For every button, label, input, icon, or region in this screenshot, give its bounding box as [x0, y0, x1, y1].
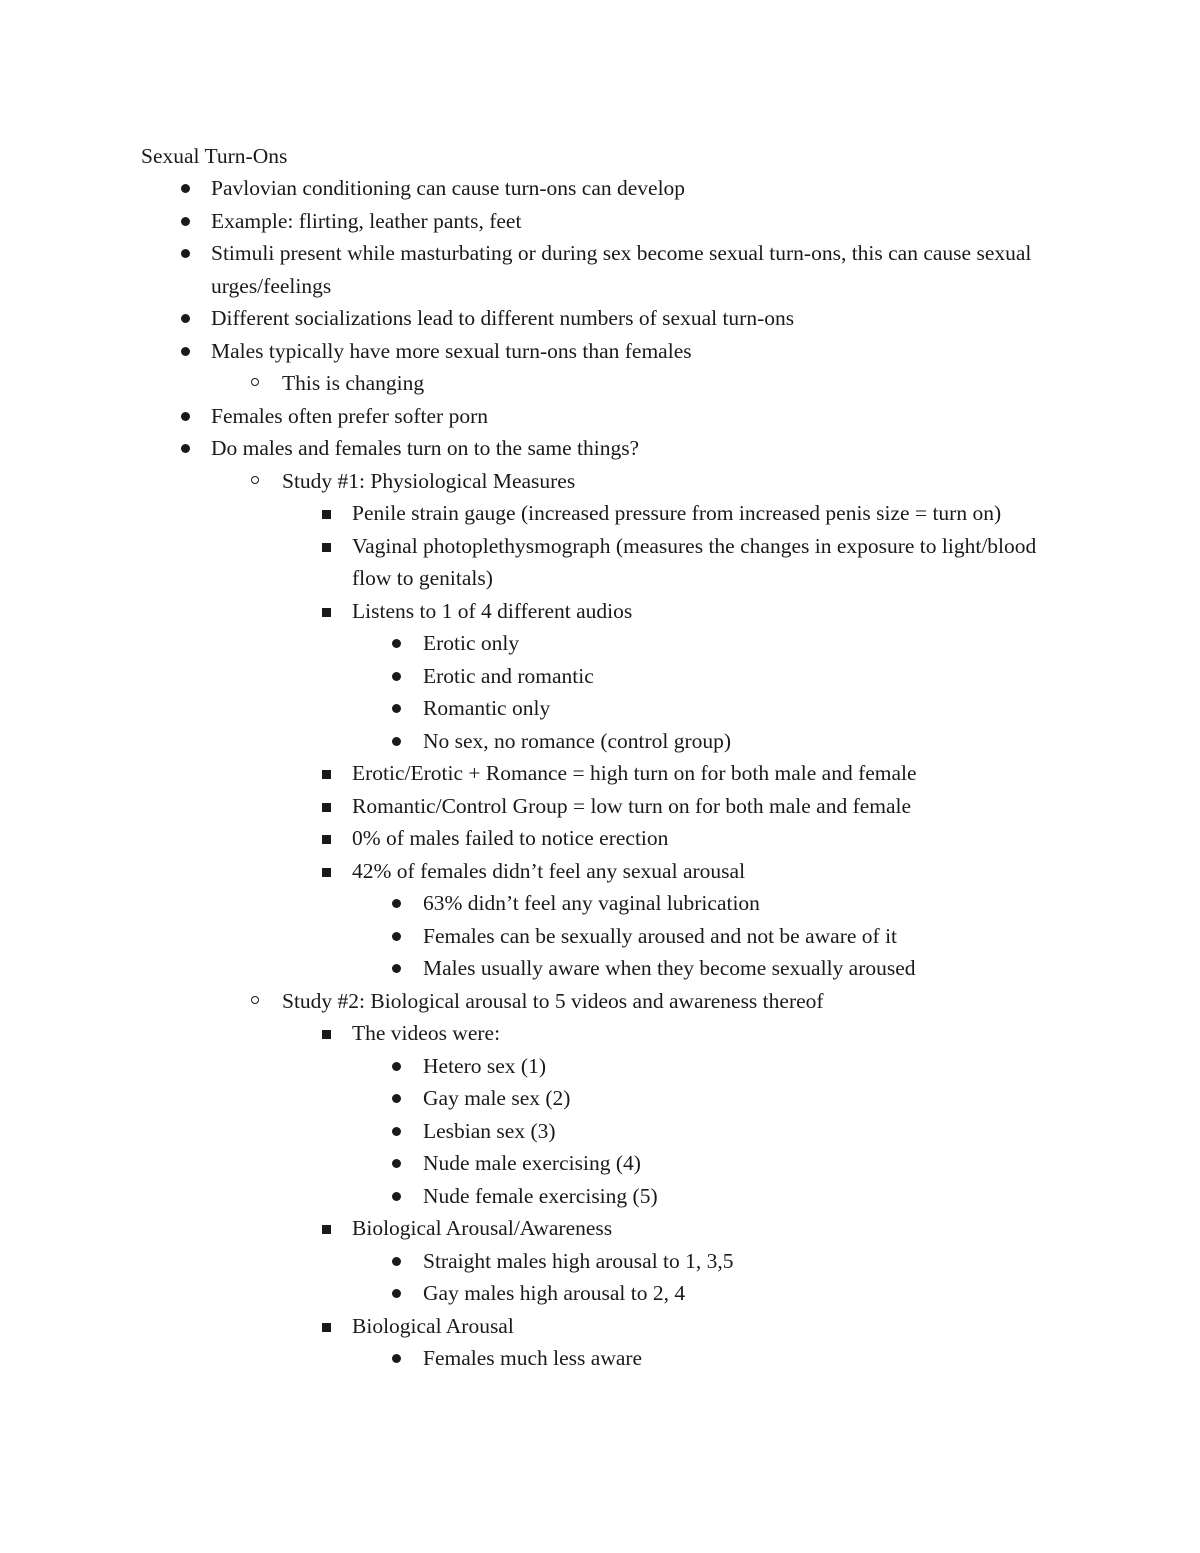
list-item [0, 985, 1062, 1018]
list-item-text: Romantic/Control Group = low turn on for both male and female [352, 793, 912, 818]
bullet-icon [392, 932, 401, 941]
list-item [0, 1147, 1043, 1180]
list-item-text: Erotic only [423, 631, 520, 655]
list-item-text: Study #2: Biological arousal to 5 videos and awareness thereof [282, 988, 824, 1013]
list-item [0, 172, 1061, 205]
bullet-icon [181, 249, 190, 258]
list-item-text: Example: flirting, leather pants, feet [211, 208, 522, 233]
list-item [0, 465, 1062, 498]
bullet-icon [392, 1159, 401, 1168]
bullet-icon [181, 444, 190, 453]
list-item-text: Gay males high arousal to 2, 4 [423, 1281, 686, 1305]
list-item-text: This is changing [282, 371, 425, 395]
list-item-text: Females much less aware [423, 1346, 643, 1370]
list-item [0, 237, 1061, 302]
list-item [0, 660, 1043, 693]
list-item-text: Listens to 1 of 4 different audios [352, 598, 633, 623]
bullet-icon [392, 1354, 401, 1363]
document-title: Sexual Turn-Ons [141, 144, 288, 168]
list-item-text: Nude male exercising (4) [423, 1151, 641, 1175]
list-item [0, 1245, 1043, 1278]
list-item [0, 1277, 1043, 1310]
list-item-text: Males usually aware when they become sexually aroused [423, 956, 916, 980]
list-item [0, 627, 1043, 660]
list-item [0, 497, 1042, 530]
bullet-icon [392, 737, 401, 746]
list-item-text: No sex, no romance (control group) [423, 728, 732, 753]
bullet-icon [392, 1289, 401, 1298]
list-item [0, 920, 1043, 953]
list-item-text: Lesbian sex (3) [423, 1118, 556, 1143]
list-item-text: Erotic/Erotic + Romance = high turn on for both male and female [352, 761, 917, 785]
hollow-bullet-icon [251, 996, 259, 1004]
list-item-text: Study #1: Physiological Measures [282, 468, 576, 493]
square-bullet-icon [322, 1323, 331, 1332]
square-bullet-icon [322, 1030, 331, 1039]
bullet-icon [181, 347, 190, 356]
list-item-text: 63% didn’t feel any vaginal lubrication [423, 891, 760, 915]
list-item [0, 367, 1062, 400]
list-item [0, 205, 1061, 238]
list-item [0, 725, 1043, 758]
list-item [0, 790, 1042, 823]
bullet-icon [392, 1257, 401, 1266]
list-item [0, 1342, 1043, 1375]
list-item-text: Pavlovian conditioning can cause turn-ons can develop [211, 176, 686, 200]
outline-list [0, 172, 1200, 1375]
square-bullet-icon [322, 510, 331, 519]
square-bullet-icon [322, 835, 331, 844]
bullet-icon [392, 899, 401, 908]
list-item [0, 1180, 1043, 1213]
bullet-icon [392, 964, 401, 973]
list-item-text: Hetero sex (1) [423, 1053, 546, 1078]
bullet-icon [392, 672, 401, 681]
list-item-text: Gay male sex (2) [423, 1086, 571, 1110]
list-item-text: Straight males high arousal to 1, 3,5 [423, 1248, 734, 1273]
list-item-text: Nude female exercising (5) [423, 1183, 658, 1208]
list-item [0, 595, 1042, 628]
list-item [0, 1310, 1042, 1343]
square-bullet-icon [322, 608, 331, 617]
list-item [0, 335, 1061, 368]
list-item [0, 692, 1043, 725]
list-item-text: Erotic and romantic [423, 663, 594, 688]
list-item-text: 0% of males failed to notice erection [352, 826, 669, 850]
list-item [0, 1050, 1043, 1083]
list-item-text: The videos were: [352, 1021, 501, 1045]
list-item [0, 1082, 1043, 1115]
list-item-text: Females can be sexually aroused and not be aware of it [423, 923, 898, 948]
list-item [0, 1115, 1043, 1148]
list-item [0, 757, 1042, 790]
list-item-text: Biological Arousal/Awareness [352, 1216, 613, 1240]
square-bullet-icon [322, 868, 331, 877]
square-bullet-icon [322, 1225, 331, 1234]
bullet-icon [392, 639, 401, 648]
list-item [0, 1017, 1042, 1050]
hollow-bullet-icon [251, 378, 259, 386]
list-item-text: Different socializations lead to different numbers of sexual turn-ons [211, 306, 795, 330]
list-item [0, 1212, 1042, 1245]
bullet-icon [392, 1192, 401, 1201]
list-item-text: Penile strain gauge (increased pressure from increased penis size = turn on) [352, 501, 1002, 525]
list-item [0, 302, 1061, 335]
list-item [0, 530, 1042, 595]
list-item-text: 42% of females didn’t feel any sexual arousal [352, 858, 746, 883]
list-item [0, 400, 1061, 433]
list-item-text: Do males and females turn on to the same things? [211, 436, 640, 460]
bullet-icon [181, 412, 190, 421]
list-item-text: Males typically have more sexual turn-ons than females [211, 338, 692, 363]
list-item [0, 952, 1043, 985]
list-item [0, 432, 1061, 465]
list-item-text: Romantic only [423, 696, 551, 720]
list-item [0, 887, 1043, 920]
list-item-text: Females often prefer softer porn [211, 403, 489, 428]
bullet-icon [181, 217, 190, 226]
list-item-text: Stimuli present while masturbating or during sex become sexual turn-ons, this can cause sexual urges/feelings [211, 241, 1032, 298]
bullet-icon [392, 1127, 401, 1136]
bullet-icon [392, 1062, 401, 1071]
bullet-icon [181, 314, 190, 323]
hollow-bullet-icon [251, 476, 259, 484]
list-item-text: Biological Arousal [352, 1313, 514, 1338]
list-item [0, 855, 1042, 888]
square-bullet-icon [322, 543, 331, 552]
square-bullet-icon [322, 770, 331, 779]
list-item [0, 822, 1042, 855]
bullet-icon [181, 184, 190, 193]
list-item-text: Vaginal photoplethysmograph (measures the changes in exposure to light/blood flow to genitals) [352, 533, 1037, 590]
bullet-icon [392, 704, 401, 713]
square-bullet-icon [322, 803, 331, 812]
bullet-icon [392, 1094, 401, 1103]
